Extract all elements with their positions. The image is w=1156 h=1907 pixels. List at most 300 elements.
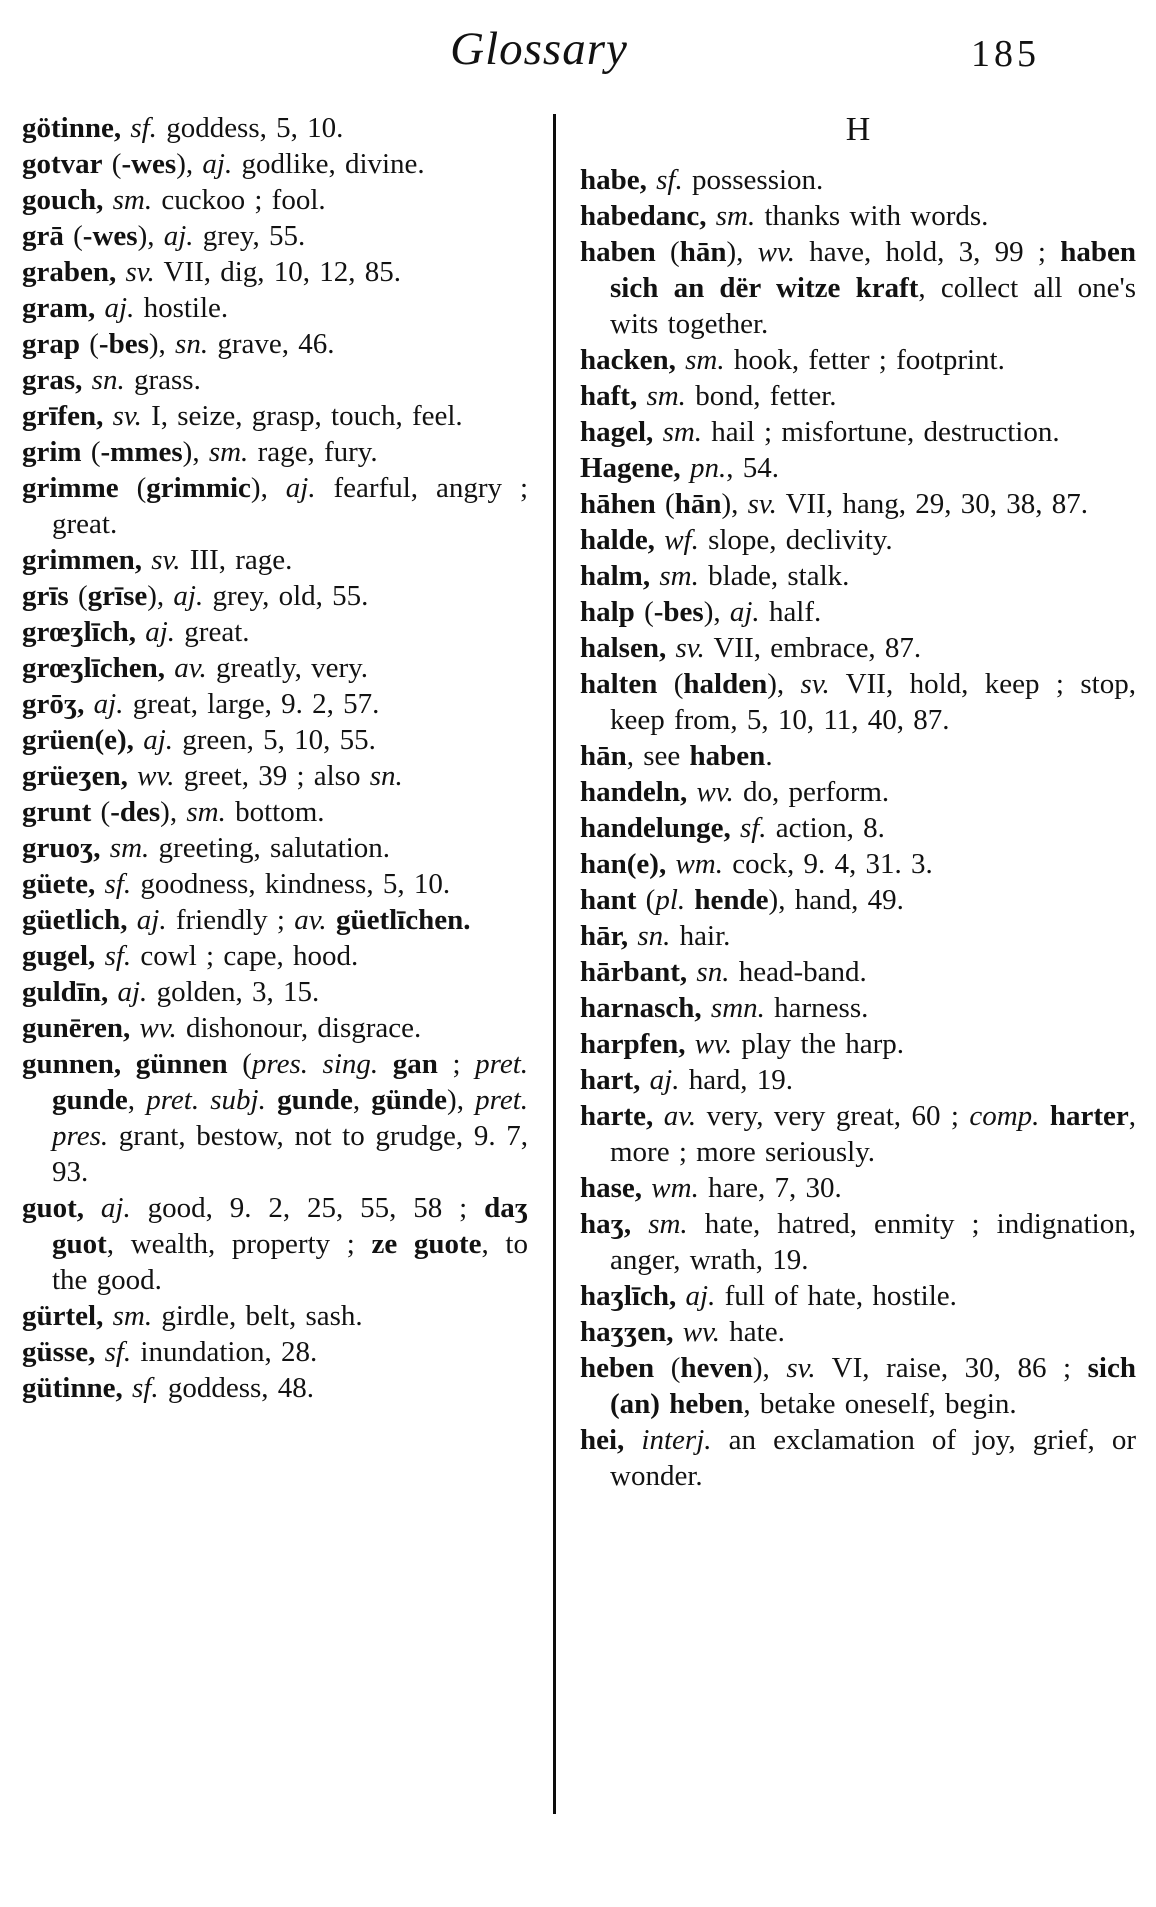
grammar-tag-run: aj. <box>117 976 148 1008</box>
definition-run: full of hate, hostile. <box>715 1280 957 1312</box>
grammar-tag-run: sf. <box>656 164 683 196</box>
glossary-entry <box>580 1026 1136 1062</box>
definition-run: ), <box>137 220 164 252</box>
definition-run: grass. <box>124 364 201 396</box>
headword-run: gras, <box>22 364 92 396</box>
definition-run: hate. <box>720 1316 785 1348</box>
headword-run: hart, <box>580 1064 650 1096</box>
glossary-entry <box>580 990 1136 1026</box>
grammar-tag-run: aj. <box>285 472 316 504</box>
grammar-tag-run: aj. <box>202 148 233 180</box>
definition-run: inundation, 28. <box>131 1336 318 1368</box>
definition-run: ( <box>655 236 680 268</box>
headword-run: grā <box>22 220 64 252</box>
definition-run: an exclamation of joy, grief, or wonder. <box>610 1424 1136 1492</box>
definition-run: ( <box>68 580 88 612</box>
definition-run <box>378 1048 393 1080</box>
definition-run: greatly, very. <box>206 652 368 684</box>
glossary-entry <box>580 738 1136 774</box>
headword-run: gotvar <box>22 148 103 180</box>
headword-run: gunde <box>277 1084 353 1116</box>
grammar-tag-run: pret. subj. <box>146 1084 266 1116</box>
right-column-entries <box>580 162 1136 1494</box>
headword-run: -wes <box>121 148 177 180</box>
glossary-entry <box>22 290 528 326</box>
glossary-entry <box>22 902 528 938</box>
glossary-entry <box>22 1190 528 1298</box>
headword-run: gouch, <box>22 184 113 216</box>
grammar-tag-run: interj. <box>641 1424 712 1456</box>
headword-run: grīs <box>22 580 69 612</box>
grammar-tag-run: aj. <box>173 580 204 612</box>
grammar-tag-run: wm. <box>651 1172 699 1204</box>
definition-run: . <box>765 740 773 772</box>
glossary-entry <box>22 614 528 650</box>
headword-run: grīse <box>87 580 148 612</box>
definition-run: ( <box>102 148 122 180</box>
headword-run: götinne, <box>22 112 131 144</box>
definition-run: do, perform. <box>733 776 890 808</box>
grammar-tag-run: av. <box>294 904 327 936</box>
glossary-entry <box>580 1170 1136 1206</box>
glossary-entry <box>22 794 528 830</box>
definition-run: ( <box>227 1048 252 1080</box>
headword-run: -des <box>110 796 161 828</box>
glossary-entry <box>22 1334 528 1370</box>
grammar-tag-run: wv. <box>139 1012 177 1044</box>
headword-run: hagel, <box>580 416 663 448</box>
glossary-entry <box>580 630 1136 666</box>
headword-run: guot, <box>22 1192 101 1224</box>
definition-run: grey, old, 55. <box>203 580 369 612</box>
headword-run: grüeʒen, <box>22 760 138 792</box>
grammar-tag-run: sf. <box>131 1372 159 1404</box>
headword-run: güetlīchen. <box>335 904 471 936</box>
definition-run: bottom. <box>225 796 325 828</box>
grammar-tag-run: aj. <box>649 1064 680 1096</box>
glossary-entry <box>22 434 528 470</box>
headword-run: haben <box>580 236 656 268</box>
grammar-tag-run: aj. <box>104 292 135 324</box>
definition-run: ), <box>250 472 286 504</box>
grammar-tag-run: sv. <box>151 544 181 576</box>
glossary-entry <box>580 666 1136 738</box>
headword-run: grap <box>22 328 80 360</box>
grammar-tag-run: wf. <box>664 524 699 556</box>
headword-run: gan <box>392 1048 438 1080</box>
headword-run: grimmic <box>146 472 251 504</box>
grammar-tag-run: av. <box>174 652 207 684</box>
glossary-entry <box>580 378 1136 414</box>
definition-run <box>327 904 336 936</box>
glossary-entry <box>580 594 1136 630</box>
glossary-entry <box>580 882 1136 918</box>
headword-run: harter <box>1049 1100 1129 1132</box>
headword-run: gram, <box>22 292 105 324</box>
glossary-entry <box>580 342 1136 378</box>
headword-run: gütinne, <box>22 1372 132 1404</box>
grammar-tag-run: sm. <box>109 832 150 864</box>
headword-run: hārbant, <box>580 956 697 988</box>
grammar-tag-run: sn. <box>91 364 125 396</box>
grammar-tag-run: sv. <box>125 256 155 288</box>
definition-run: VII, dig, 10, 12, 85. <box>154 256 402 288</box>
headword-run: grunt <box>22 796 92 828</box>
definition-run: I, seize, grasp, touch, feel. <box>141 400 463 432</box>
headword-run: grim <box>22 436 82 468</box>
definition-run: green, 5, 10, 55. <box>173 724 376 756</box>
glossary-entry <box>22 830 528 866</box>
headword-run: -wes <box>82 220 138 252</box>
definition-run: golden, 3, 15. <box>147 976 320 1008</box>
definition-run: possession. <box>682 164 824 196</box>
definition-run: bond, fetter. <box>685 380 837 412</box>
definition-run: ( <box>634 596 654 628</box>
glossary-entry <box>22 578 528 614</box>
definition-run: cock, 9. 4, 31. 3. <box>723 848 933 880</box>
grammar-tag-run: sn. <box>175 328 209 360</box>
headword-run: harnasch, <box>580 992 711 1024</box>
headword-run: gugel, <box>22 940 105 972</box>
definition-run: greeting, salutation. <box>149 832 391 864</box>
headword-run: güete, <box>22 868 105 900</box>
running-head <box>22 20 1136 104</box>
headword-run: hār, <box>580 920 638 952</box>
glossary-entry <box>580 1422 1136 1494</box>
grammar-tag-run: aj. <box>93 688 124 720</box>
definition-run: thanks with words. <box>755 200 989 232</box>
headword-run: güsse, <box>22 1336 105 1368</box>
definition-run: grave, 46. <box>208 328 335 360</box>
definition-run: , see <box>626 740 690 772</box>
grammar-tag-run: sf. <box>104 868 132 900</box>
definition-run: cuckoo ; fool. <box>152 184 326 216</box>
definition-run: ; <box>437 1048 476 1080</box>
headword-run: grüen(e), <box>22 724 144 756</box>
headword-run: daʒ guot <box>52 1192 528 1260</box>
definition-run: goddess, 48. <box>158 1372 315 1404</box>
grammar-tag-run: wv. <box>694 1028 733 1060</box>
definition-run: good, 9. 2, 25, 55, 58 ; <box>130 1192 485 1224</box>
grammar-tag-run: aj. <box>136 904 167 936</box>
glossary-entry <box>580 234 1136 342</box>
headword-run: halden <box>683 668 768 700</box>
headword-run: gürtel, <box>22 1300 113 1332</box>
definition-run: hate, hatred, enmity ; indignation, anger, wrath, 19. <box>610 1208 1136 1276</box>
glossary-entry <box>22 254 528 290</box>
grammar-tag-run: sm. <box>648 1208 688 1240</box>
definition-run: ), <box>148 328 176 360</box>
grammar-tag-run: sm. <box>208 436 249 468</box>
headword-run: grimme <box>22 472 119 504</box>
glossary-entry <box>580 162 1136 198</box>
grammar-tag-run: wv. <box>757 236 795 268</box>
definition-run: great, large, 9. 2, 57. <box>123 688 380 720</box>
headword-run: handeln, <box>580 776 697 808</box>
glossary-entry <box>580 774 1136 810</box>
glossary-entry <box>22 218 528 254</box>
headword-run: hende <box>694 884 769 916</box>
definition-run: blade, stalk. <box>698 560 850 592</box>
right-column <box>556 110 1136 1814</box>
grammar-tag-run: sm. <box>662 416 703 448</box>
grammar-tag-run: sv. <box>675 632 705 664</box>
definition-run: hook, fetter ; footprint. <box>724 344 1005 376</box>
definition-run: ), hand, 49. <box>768 884 904 916</box>
headword-run: gunnen, günnen <box>22 1048 228 1080</box>
glossary-entry <box>580 414 1136 450</box>
headword-run: grimmen, <box>22 544 152 576</box>
headword-run: harpfen, <box>580 1028 695 1060</box>
definition-run: ( <box>118 472 147 504</box>
headword-run: haʒʒen, <box>580 1316 683 1348</box>
definition-run: VII, embrace, 87. <box>704 632 922 664</box>
headword-run: ze guote <box>371 1228 482 1260</box>
headword-run: heven <box>680 1352 753 1384</box>
definition-run: ), <box>767 668 801 700</box>
glossary-entry <box>580 1314 1136 1350</box>
grammar-tag-run: sv. <box>747 488 777 520</box>
headword-run: graben, <box>22 256 126 288</box>
definition-run: ), <box>160 796 187 828</box>
definition-run: grant, bestow, not to grudge, 9. 7, 93. <box>52 1120 528 1188</box>
grammar-tag-run: sm. <box>186 796 226 828</box>
glossary-entry <box>580 486 1136 522</box>
glossary-entry <box>580 522 1136 558</box>
headword-run: halm, <box>580 560 660 592</box>
definition-run: hostile. <box>134 292 229 324</box>
headword-run: hān <box>679 236 727 268</box>
headword-run: hase, <box>580 1172 652 1204</box>
grammar-tag-run: sf. <box>104 1336 132 1368</box>
headword-run: grōʒ, <box>22 688 94 720</box>
definition-run: grey, 55. <box>193 220 306 252</box>
definition-run: very, very great, 60 ; <box>696 1100 970 1132</box>
glossary-entry <box>22 146 528 182</box>
definition-run: cowl ; cape, hood. <box>131 940 359 972</box>
headword-run: grīfen, <box>22 400 113 432</box>
grammar-tag-run: sn. <box>696 956 730 988</box>
headword-run: -mmes <box>100 436 183 468</box>
glossary-entry <box>580 810 1136 846</box>
headword-run: han(e), <box>580 848 676 880</box>
glossary-entry <box>22 1010 528 1046</box>
definition-run: half. <box>759 596 822 628</box>
glossary-entry <box>22 362 528 398</box>
glossary-entry <box>580 1206 1136 1278</box>
glossary-entry <box>580 918 1136 954</box>
headword-run: heben <box>580 1352 655 1384</box>
definition-run: harness. <box>764 992 869 1024</box>
page-title: Glossary <box>450 23 628 75</box>
glossary-entry <box>22 182 528 218</box>
headword-run: habedanc, <box>580 200 716 232</box>
definition-run: goodness, kindness, 5, 10. <box>131 868 451 900</box>
definition-run: ), <box>176 148 203 180</box>
headword-run: Hagene, <box>580 452 690 484</box>
grammar-tag-run: aj. <box>729 596 760 628</box>
grammar-tag-run: av. <box>663 1100 697 1132</box>
glossary-entry <box>580 450 1136 486</box>
definition-run: hail ; misfortune, destruction. <box>702 416 1060 448</box>
grammar-tag-run: sm. <box>112 184 153 216</box>
glossary-entry <box>22 938 528 974</box>
definition-run: ( <box>636 884 656 916</box>
grammar-tag-run: sv. <box>112 400 142 432</box>
headword-run: sich (an) heben <box>610 1352 1136 1420</box>
definition-run: VII, hold, keep ; stop, keep from, 5, 10, 11, 40, 87. <box>610 668 1136 736</box>
headword-run: güetlich, <box>22 904 137 936</box>
definition-run: , betake oneself, begin. <box>743 1388 1017 1420</box>
grammar-tag-run: wv. <box>137 760 175 792</box>
definition-run: , 54. <box>726 452 779 484</box>
definition-run: hair. <box>670 920 731 952</box>
headword-run: haft, <box>580 380 647 412</box>
glossary-entry <box>580 558 1136 594</box>
headword-run: haʒlīch, <box>580 1280 686 1312</box>
definition-run: ( <box>654 1352 681 1384</box>
definition-run: , wealth, property ; <box>106 1228 372 1260</box>
grammar-tag-run: sm. <box>685 344 725 376</box>
grammar-tag-run: aj. <box>145 616 176 648</box>
glossary-entry <box>22 110 528 146</box>
glossary-entry <box>580 1278 1136 1314</box>
grammar-tag-run: pret. pres. <box>52 1084 529 1152</box>
headword-run: harte, <box>580 1100 664 1132</box>
glossary-entry <box>580 1098 1136 1170</box>
glossary-entry <box>22 866 528 902</box>
glossary-entry <box>22 974 528 1010</box>
glossary-entry <box>580 1350 1136 1422</box>
definition-run: have, hold, 3, 99 ; <box>794 236 1061 268</box>
grammar-tag-run: aj. <box>100 1192 131 1224</box>
headword-run: grœʒlīch, <box>22 616 146 648</box>
definition-run: greet, 39 ; also <box>174 760 370 792</box>
grammar-tag-run: sm. <box>112 1300 153 1332</box>
definition-run: fearful, angry ; great. <box>52 472 528 540</box>
headword-run: halde, <box>580 524 665 556</box>
grammar-tag-run: sn. <box>637 920 671 952</box>
definition-run: ( <box>81 436 101 468</box>
grammar-tag-run: smn. <box>710 992 765 1024</box>
definition-run: III, rage. <box>180 544 293 576</box>
headword-run: gunēren, <box>22 1012 140 1044</box>
headword-run: handelunge, <box>580 812 740 844</box>
grammar-tag-run: pn. <box>689 452 727 484</box>
definition-run: ( <box>63 220 83 252</box>
glossary-entry <box>22 398 528 434</box>
definition-run: dishonour, disgrace. <box>176 1012 422 1044</box>
definition-run: friendly ; <box>166 904 295 936</box>
grammar-tag-run: wv. <box>696 776 734 808</box>
glossary-entry <box>22 326 528 362</box>
grammar-tag-run: wv. <box>682 1316 721 1348</box>
headword-run: hān <box>580 740 627 772</box>
headword-run: hei, <box>580 1424 642 1456</box>
glossary-entry <box>580 846 1136 882</box>
grammar-tag-run: pret. <box>475 1048 528 1080</box>
section-heading-h: H <box>845 111 871 148</box>
definition-run <box>1039 1100 1049 1132</box>
headword-run: haben sich an dër witze kraft <box>610 236 1136 304</box>
grammar-tag-run: comp. <box>969 1100 1040 1132</box>
grammar-tag-run: sf. <box>130 112 157 144</box>
headword-run: gruoʒ, <box>22 832 110 864</box>
grammar-tag-run: pl. <box>655 884 686 916</box>
definition-run: ( <box>91 796 111 828</box>
headword-run: habe, <box>580 164 657 196</box>
headword-run: halten <box>580 668 658 700</box>
definition-run: , <box>352 1084 372 1116</box>
glossary-entry <box>22 1298 528 1334</box>
glossary-entry <box>22 1046 528 1190</box>
grammar-tag-run: aj. <box>163 220 194 252</box>
definition-run: ), <box>447 1084 476 1116</box>
definition-run: godlike, divine. <box>232 148 425 180</box>
definition-run: ), <box>721 488 748 520</box>
glossary-entry <box>22 542 528 578</box>
headword-run: hacken, <box>580 344 686 376</box>
glossary-entry <box>22 758 528 794</box>
grammar-tag-run: sv. <box>786 1352 816 1384</box>
grammar-tag-run: sf. <box>739 812 767 844</box>
definition-run: ), <box>703 596 730 628</box>
grammar-tag-run: sm. <box>659 560 699 592</box>
definition-run: , <box>127 1084 147 1116</box>
headword-run: grœʒlīchen, <box>22 652 175 684</box>
headword-run: halp <box>580 596 635 628</box>
definition-run: ( <box>657 668 684 700</box>
grammar-tag-run: sn. <box>369 760 403 792</box>
definition-run: action, 8. <box>766 812 885 844</box>
definition-run: rage, fury. <box>248 436 378 468</box>
definition-run: hard, 19. <box>679 1064 794 1096</box>
grammar-tag-run: wm. <box>675 848 723 880</box>
headword-run: -bes <box>653 596 704 628</box>
definition-run: ( <box>80 328 99 360</box>
headword-run: haben <box>689 740 766 772</box>
definition-run: ), <box>726 236 758 268</box>
definition-run: , more ; more seriously. <box>610 1100 1137 1168</box>
grammar-tag-run: aj. <box>143 724 173 756</box>
page-number: 185 <box>971 33 1040 75</box>
headword-run: -bes <box>98 328 149 360</box>
glossary-entry <box>22 722 528 758</box>
glossary-entry <box>580 954 1136 990</box>
definition-run: ), <box>182 436 209 468</box>
left-column <box>22 110 528 1814</box>
definition-run: ), <box>147 580 174 612</box>
definition-run: goddess, 5, 10. <box>156 112 344 144</box>
definition-run: , to the good. <box>52 1228 528 1296</box>
headword-run: haʒ, <box>580 1208 649 1240</box>
definition-run: VII, hang, 29, 30, 38, 87. <box>776 488 1088 520</box>
definition-run: girdle, belt, sash. <box>152 1300 363 1332</box>
grammar-tag-run: sm. <box>646 380 686 412</box>
definition-run: play the harp. <box>732 1028 904 1060</box>
definition-run: slope, declivity. <box>698 524 893 556</box>
definition-run: VI, raise, 30, 86 ; <box>815 1352 1088 1384</box>
definition-run: ), <box>752 1352 787 1384</box>
headword-run: günde <box>371 1084 448 1116</box>
glossary-entry <box>22 470 528 542</box>
grammar-tag-run: pres. sing. <box>251 1048 379 1080</box>
definition-run: ( <box>655 488 675 520</box>
two-column-layout <box>22 110 1136 1814</box>
definition-run: hare, 7, 30. <box>698 1172 842 1204</box>
glossary-entry <box>22 686 528 722</box>
definition-run <box>266 1084 277 1116</box>
